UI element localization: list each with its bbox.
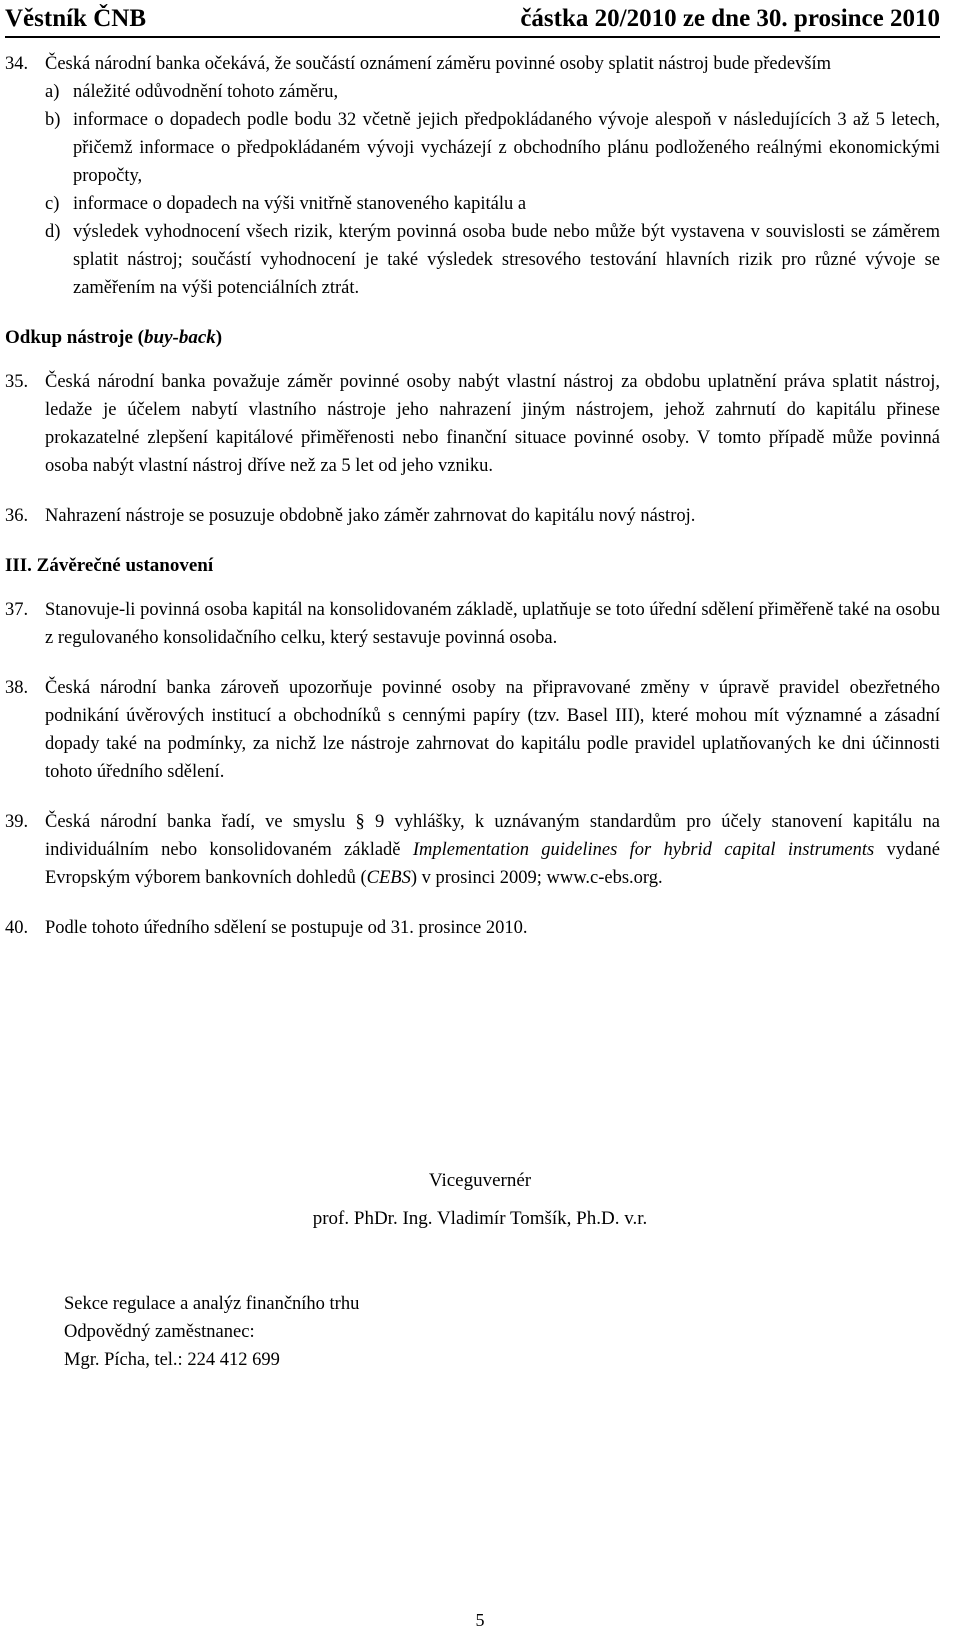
- heading-italic: buy-back: [144, 327, 216, 348]
- list-item-text: informace o dopadech podle bodu 32 včetně jejich předpokládaného vývoje alespoň v následujících 3 až 5 letech, přičemž informace o předpokládaném vývoji vycházejí z obchodního plánu podloženého reálnými ekonomickými propočty,: [73, 110, 940, 186]
- signature-name: prof. PhDr. Ing. Vladimír Tomšík, Ph.D. v.r.: [312, 1208, 648, 1229]
- footer-contact: [64, 1290, 359, 1374]
- paragraph-text: Nahrazení nástroje se posuzuje obdobně jako záměr zahrnovat do kapitálu nový nástroj.: [45, 506, 696, 526]
- paragraph-37: [5, 596, 940, 652]
- section-heading-buyback: [5, 324, 940, 352]
- paragraph-36: [5, 502, 940, 530]
- list-item: [45, 190, 940, 218]
- list-marker: c): [45, 194, 60, 214]
- paragraph-number: 37.: [5, 600, 29, 620]
- list-item-text: náležité odůvodnění tohoto záměru,: [73, 82, 339, 102]
- paragraph-text: Česká národní banka považuje záměr povinné osoby nabýt vlastní nástroj za obdobu uplatnění práva splatit nástroj, ledaže je účelem nabytí vlastního nástroje jeho nahrazení jiným nástrojem, jehož zahrnutí do kapitálu přinese prokazatelné zlepšení kapitálové přiměřenosti nebo finanční situace povinné osoby. V tomto případě může povinná osoba nabýt vlastní nástroj dříve než za 5 let od jeho vzniku.: [45, 372, 940, 476]
- list-item-text: výsledek vyhodnocení všech rizik, kterým povinná osoba bude nebo může být vystavena v souvislosti se záměrem splatit nástroj; součástí vyhodnocení je také výsledek stresového testování hlavních rizik pro různé vývoje se zaměřením na výši potenciálních ztrát.: [73, 222, 940, 298]
- heading-close: ): [215, 327, 223, 348]
- paragraph-text: Stanovuje-li povinná osoba kapitál na konsolidovaném základě, uplatňuje se toto úřední sdělení přiměřeně také na osobu z regulovaného konsolidačního celku, který sestavuje povinná osoba.: [45, 600, 940, 648]
- paragraph-text: [45, 808, 940, 892]
- paragraph-number: 34.: [5, 54, 29, 74]
- paragraph-number: 40.: [5, 918, 29, 938]
- paragraph-number: 35.: [5, 372, 29, 392]
- list-marker: b): [45, 110, 61, 130]
- paragraph-38: [5, 674, 940, 786]
- list-item: [45, 106, 940, 190]
- list-item: [45, 218, 940, 302]
- paragraph-number: 39.: [5, 812, 29, 832]
- paragraph-39: [5, 808, 940, 892]
- paragraph-text: Podle tohoto úředního sdělení se postupuje od 31. prosince 2010.: [45, 918, 528, 938]
- text-run: ) v prosinci 2009; www.c-ebs.org.: [410, 868, 663, 888]
- guideline-title: Implementation guidelines for hybrid capital instruments: [412, 840, 875, 860]
- page-header: [5, 2, 940, 36]
- cebs-abbrev: CEBS: [366, 868, 411, 888]
- issue-info: částka 20/2010 ze dne 30. prosince 2010: [520, 5, 940, 32]
- text-run: Česká národní banka řadí, ve smyslu § 9 vyhlášky, k uznávaným standardům pro účely stanovení kapitálu na individuálním nebo konsolidovaném základě: [45, 812, 940, 860]
- footer-section: Sekce regulace a analýz finančního trhu: [64, 1294, 360, 1314]
- paragraph-text: Česká národní banka zároveň upozorňuje povinné osoby na připravované změny v úpravě pravidel obezřetného podnikání úvěrových institucí a obchodníků s cennými papíry (tzv. Basel III), které mohou mít významné a zásadní dopady také na podmínky, za nichž lze nástroje zahrnovat do kapitálu podle pravidel uplatňovaných ke dni účinnosti tohoto úředního sdělení.: [45, 678, 940, 782]
- journal-title: Věstník ČNB: [5, 5, 146, 32]
- signature-role: Viceguvernér: [428, 1170, 532, 1191]
- heading-text: Odkup nástroje (: [5, 327, 145, 348]
- paragraph-35: [5, 368, 940, 480]
- paragraph-number: 38.: [5, 678, 29, 698]
- list-marker: a): [45, 82, 60, 102]
- footer-contact-person: Mgr. Pícha, tel.: 224 412 699: [64, 1350, 280, 1370]
- section-heading-final: III. Závěrečné ustanovení: [5, 555, 214, 576]
- footer-responsible-label: Odpovědný zaměstnanec:: [64, 1322, 255, 1342]
- page-number: 5: [475, 1610, 485, 1630]
- paragraph-text: Česká národní banka očekává, že součástí oznámení záměru povinné osoby splatit nástroj bude především: [45, 54, 832, 74]
- list-item: [45, 78, 940, 106]
- paragraph-40: [5, 914, 940, 942]
- text-run: vydané Evropským výborem bankovních dohledů (: [45, 840, 940, 888]
- list-marker: d): [45, 222, 61, 242]
- paragraph-34: [5, 50, 940, 78]
- list-item-text: informace o dopadech na výši vnitřně stanoveného kapitálu a: [73, 194, 527, 214]
- header-rule: [5, 36, 940, 38]
- document-body: [5, 50, 940, 942]
- paragraph-number: 36.: [5, 506, 29, 526]
